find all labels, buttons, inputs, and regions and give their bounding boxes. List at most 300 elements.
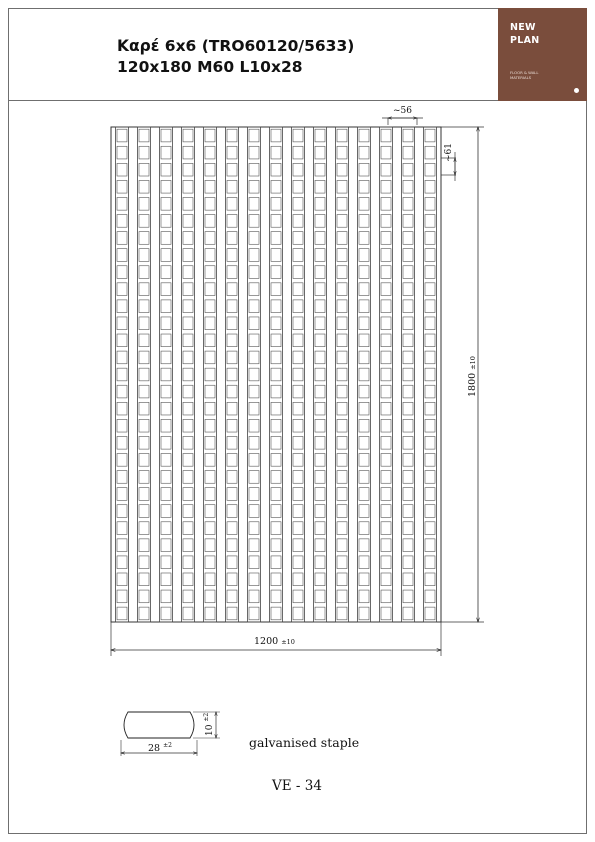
mesh-cell — [337, 454, 347, 467]
mesh-cell — [249, 505, 259, 518]
mesh-column — [226, 127, 239, 622]
mesh-cell — [139, 419, 149, 432]
mesh-cell — [183, 300, 193, 313]
mesh-cell — [117, 471, 127, 484]
mesh-cell — [183, 488, 193, 501]
mesh-cell — [293, 454, 303, 467]
mesh-cell — [337, 419, 347, 432]
mesh-cell — [381, 454, 391, 467]
mesh-cell — [293, 163, 303, 176]
mesh-cell — [315, 351, 325, 364]
mesh-cell — [249, 215, 259, 228]
mesh-cell — [425, 402, 435, 415]
mesh-cell — [359, 334, 369, 347]
mesh-cell — [403, 317, 413, 330]
mesh-cell — [183, 590, 193, 603]
mesh-cell — [293, 215, 303, 228]
overall-width-label — [254, 636, 295, 647]
mesh-cell — [271, 590, 281, 603]
mesh-cell — [227, 402, 237, 415]
mesh-cell — [183, 522, 193, 535]
mesh-cell — [359, 266, 369, 279]
mesh-cell — [117, 300, 127, 313]
mesh-cell — [403, 334, 413, 347]
mesh-cell — [205, 471, 215, 484]
mesh-cell — [381, 249, 391, 262]
mesh-cell — [403, 471, 413, 484]
mesh-cell — [403, 454, 413, 467]
mesh-cell — [381, 436, 391, 449]
mesh-cell — [337, 351, 347, 364]
mesh-cell — [271, 351, 281, 364]
mesh-cell — [161, 351, 171, 364]
mesh-cell — [315, 607, 325, 620]
mesh-cell — [249, 556, 259, 569]
mesh-cell — [117, 402, 127, 415]
mesh-cell — [425, 488, 435, 501]
mesh-cell — [227, 146, 237, 159]
mesh-cell — [249, 573, 259, 586]
mesh-cell — [227, 249, 237, 262]
mesh-cell — [161, 590, 171, 603]
mesh-cell — [315, 471, 325, 484]
mesh-cell — [271, 368, 281, 381]
mesh-column — [358, 127, 371, 622]
mesh-cell — [337, 522, 347, 535]
mesh-cell — [227, 334, 237, 347]
mesh-cell — [271, 266, 281, 279]
mesh-cell — [249, 454, 259, 467]
mesh-cell — [271, 488, 281, 501]
mesh-cell — [359, 471, 369, 484]
mesh-outline — [111, 127, 441, 622]
mesh-cell — [161, 283, 171, 296]
overall-height-value: 1800 — [467, 372, 478, 397]
mesh-cell — [315, 215, 325, 228]
mesh-cell — [337, 488, 347, 501]
mesh-cell — [183, 129, 193, 142]
mesh-cell — [205, 146, 215, 159]
title-line-1: Καρέ 6x6 (TRO60120/5633) — [117, 37, 355, 55]
mesh-cell — [205, 522, 215, 535]
mesh-cell — [161, 163, 171, 176]
mesh-cell — [293, 573, 303, 586]
mesh-cell — [117, 197, 127, 210]
mesh-cell — [227, 419, 237, 432]
mesh-cell — [271, 607, 281, 620]
mesh-cell — [271, 317, 281, 330]
mesh-cell — [249, 334, 259, 347]
mesh-cell — [139, 505, 149, 518]
mesh-cell — [205, 232, 215, 245]
mesh-cell — [293, 283, 303, 296]
mesh-cell — [425, 249, 435, 262]
mesh-cell — [425, 590, 435, 603]
mesh-cell — [403, 163, 413, 176]
mesh-cell — [381, 300, 391, 313]
mesh-cell — [249, 488, 259, 501]
mesh-cell — [425, 180, 435, 193]
mesh-cell — [183, 334, 193, 347]
mesh-cell — [359, 607, 369, 620]
mesh-cell — [249, 385, 259, 398]
mesh-cell — [205, 590, 215, 603]
mesh-cell — [249, 351, 259, 364]
mesh-cell — [271, 385, 281, 398]
mesh-cell — [139, 215, 149, 228]
mesh-cell — [271, 471, 281, 484]
mesh-cell — [271, 522, 281, 535]
mesh-cell — [205, 505, 215, 518]
mesh-column — [424, 127, 437, 622]
mesh-cell — [161, 471, 171, 484]
mesh-cell — [117, 556, 127, 569]
mesh-cell — [139, 607, 149, 620]
mesh-cell — [315, 180, 325, 193]
mesh-cell — [161, 368, 171, 381]
mesh-cell — [315, 385, 325, 398]
mesh-cell — [205, 402, 215, 415]
mesh-cell — [227, 197, 237, 210]
mesh-cell — [381, 522, 391, 535]
mesh-cell — [293, 419, 303, 432]
mesh-cell — [161, 385, 171, 398]
mesh-cell — [117, 419, 127, 432]
overall-height-label — [467, 356, 478, 397]
mesh-cell — [271, 180, 281, 193]
mesh-cell — [293, 436, 303, 449]
mesh-cell — [227, 436, 237, 449]
title-line-2: 120x180 M60 L10x28 — [117, 58, 303, 76]
mesh-cell — [337, 129, 347, 142]
mesh-cell — [337, 249, 347, 262]
mesh-cell — [117, 266, 127, 279]
mesh-cell — [183, 573, 193, 586]
mesh-cell — [359, 522, 369, 535]
mesh-cell — [227, 351, 237, 364]
mesh-cell — [381, 419, 391, 432]
mesh-cell — [139, 146, 149, 159]
mesh-cell — [381, 488, 391, 501]
mesh-cell — [425, 385, 435, 398]
overall-height-tolerance: ±10 — [469, 356, 477, 370]
mesh-cell — [293, 539, 303, 552]
mesh-cell — [139, 266, 149, 279]
mesh-cell — [359, 129, 369, 142]
mesh-cell — [359, 215, 369, 228]
mesh-cell — [117, 180, 127, 193]
mesh-cell — [359, 402, 369, 415]
mesh-cell — [381, 317, 391, 330]
mesh-column — [270, 127, 283, 622]
mesh-cell — [315, 522, 325, 535]
mesh-cell — [227, 317, 237, 330]
mesh-cell — [161, 402, 171, 415]
mesh-cell — [403, 436, 413, 449]
mesh-cell — [205, 129, 215, 142]
mesh-cell — [117, 163, 127, 176]
mesh-cell — [183, 539, 193, 552]
mesh-cell — [139, 368, 149, 381]
mesh-cell — [117, 317, 127, 330]
mesh-cell — [337, 146, 347, 159]
mesh-column — [204, 127, 217, 622]
mesh-cell — [161, 300, 171, 313]
mesh-cell — [381, 556, 391, 569]
mesh-cell — [205, 368, 215, 381]
mesh-cell — [161, 556, 171, 569]
mesh-cell — [117, 505, 127, 518]
mesh-cell — [183, 283, 193, 296]
cell-width-dimension — [382, 118, 423, 125]
staple-height-value: 10 — [205, 724, 215, 736]
mesh-cell — [359, 419, 369, 432]
mesh-cell — [425, 163, 435, 176]
mesh-cell — [139, 522, 149, 535]
mesh-cell — [381, 351, 391, 364]
mesh-cell — [315, 488, 325, 501]
mesh-cell — [315, 129, 325, 142]
logo-text-new: NEW — [510, 22, 536, 33]
mesh-cell — [117, 385, 127, 398]
mesh-cell — [227, 129, 237, 142]
mesh-cell — [117, 607, 127, 620]
mesh-cell — [183, 232, 193, 245]
staple-outline — [124, 712, 194, 738]
staple-length-value: 28 — [148, 743, 161, 755]
mesh-cell — [183, 402, 193, 415]
mesh-cell — [315, 197, 325, 210]
mesh-cell — [337, 232, 347, 245]
mesh-cell — [425, 436, 435, 449]
mesh-cell — [139, 249, 149, 262]
mesh-cell — [403, 300, 413, 313]
mesh-cell — [139, 402, 149, 415]
mesh-cell — [117, 488, 127, 501]
mesh-cell — [425, 419, 435, 432]
mesh-cell — [381, 146, 391, 159]
mesh-cell — [359, 300, 369, 313]
mesh-cell — [161, 197, 171, 210]
mesh-cell — [227, 232, 237, 245]
mesh-cell — [183, 419, 193, 432]
staple-height-tolerance: ±2 — [203, 712, 210, 722]
mesh-cell — [227, 368, 237, 381]
mesh-column — [160, 127, 173, 622]
mesh-cell — [315, 232, 325, 245]
mesh-cell — [227, 300, 237, 313]
mesh-cell — [315, 505, 325, 518]
mesh-cell — [161, 454, 171, 467]
mesh-cell — [227, 505, 237, 518]
mesh-cell — [337, 505, 347, 518]
mesh-cell — [249, 180, 259, 193]
mesh-cell — [271, 129, 281, 142]
mesh-cell — [337, 607, 347, 620]
mesh-cell — [205, 436, 215, 449]
mesh-cell — [183, 351, 193, 364]
mesh-cell — [205, 419, 215, 432]
cell-width-label: ~56 — [393, 106, 412, 116]
mesh-cell — [205, 249, 215, 262]
mesh-cell — [403, 351, 413, 364]
mesh-cell — [403, 556, 413, 569]
mesh-cell — [161, 573, 171, 586]
mesh-cell — [359, 385, 369, 398]
mesh-cell — [381, 232, 391, 245]
mesh-cells — [117, 129, 435, 620]
mesh-cell — [271, 249, 281, 262]
mesh-cell — [337, 215, 347, 228]
mesh-cell — [183, 471, 193, 484]
mesh-cell — [205, 215, 215, 228]
mesh-cell — [293, 334, 303, 347]
mesh-cell — [227, 215, 237, 228]
mesh-cell — [359, 283, 369, 296]
mesh-cell — [403, 368, 413, 381]
mesh-cell — [425, 522, 435, 535]
mesh-cell — [381, 129, 391, 142]
mesh-cell — [249, 317, 259, 330]
mesh-cell — [205, 573, 215, 586]
mesh-cell — [359, 488, 369, 501]
mesh-column — [138, 127, 151, 622]
mesh-cell — [227, 556, 237, 569]
mesh-cell — [117, 232, 127, 245]
mesh-cell — [271, 334, 281, 347]
mesh-cell — [117, 249, 127, 262]
mesh-cell — [381, 197, 391, 210]
mesh-cell — [381, 505, 391, 518]
mesh-cell — [183, 266, 193, 279]
cell-height-label: ~61 — [444, 143, 454, 162]
mesh-cell — [403, 590, 413, 603]
mesh-cell — [161, 180, 171, 193]
mesh-cell — [205, 317, 215, 330]
mesh-cell — [425, 607, 435, 620]
mesh-cell — [381, 368, 391, 381]
mesh-cell — [403, 539, 413, 552]
mesh-cell — [359, 454, 369, 467]
mesh-cell — [139, 351, 149, 364]
mesh-cell — [161, 232, 171, 245]
mesh-cell — [271, 454, 281, 467]
mesh-cell — [315, 573, 325, 586]
mesh-cell — [403, 129, 413, 142]
mesh-cell — [425, 215, 435, 228]
mesh-cell — [183, 317, 193, 330]
mesh-cell — [227, 488, 237, 501]
mesh-cell — [337, 334, 347, 347]
mesh-cell — [139, 180, 149, 193]
mesh-cell — [359, 590, 369, 603]
mesh-cell — [117, 351, 127, 364]
mesh-cell — [139, 454, 149, 467]
mesh-cell — [249, 590, 259, 603]
mesh-cell — [359, 556, 369, 569]
mesh-cell — [227, 590, 237, 603]
mesh-cell — [227, 454, 237, 467]
mesh-cell — [161, 215, 171, 228]
mesh-cell — [161, 419, 171, 432]
mesh-cell — [293, 556, 303, 569]
mesh-cell — [249, 163, 259, 176]
mesh-cell — [139, 300, 149, 313]
mesh-cell — [161, 505, 171, 518]
mesh-cell — [249, 146, 259, 159]
mesh-columns — [116, 127, 437, 622]
mesh-cell — [293, 129, 303, 142]
mesh-cell — [403, 385, 413, 398]
mesh-cell — [161, 522, 171, 535]
mesh-cell — [117, 334, 127, 347]
mesh-cell — [315, 317, 325, 330]
mesh-cell — [139, 471, 149, 484]
mesh-cell — [139, 556, 149, 569]
mesh-cell — [359, 351, 369, 364]
mesh-cell — [293, 317, 303, 330]
logo-text-plan: PLAN — [510, 35, 540, 46]
mesh-cell — [117, 590, 127, 603]
mesh-cell — [205, 539, 215, 552]
mesh-cell — [337, 180, 347, 193]
mesh-cell — [381, 573, 391, 586]
mesh-cell — [205, 266, 215, 279]
mesh-cell — [227, 539, 237, 552]
mesh-cell — [249, 539, 259, 552]
mesh-cell — [271, 197, 281, 210]
mesh-cell — [183, 368, 193, 381]
mesh-cell — [249, 232, 259, 245]
mesh-cell — [315, 368, 325, 381]
mesh-cell — [337, 368, 347, 381]
mesh-cell — [315, 249, 325, 262]
mesh-cell — [381, 266, 391, 279]
mesh-cell — [271, 283, 281, 296]
mesh-cell — [249, 471, 259, 484]
mesh-cell — [315, 419, 325, 432]
mesh-cell — [425, 539, 435, 552]
mesh-cell — [403, 180, 413, 193]
mesh-cell — [271, 556, 281, 569]
mesh-cell — [381, 402, 391, 415]
overall-width-tolerance: ±10 — [281, 638, 295, 646]
mesh-cell — [249, 249, 259, 262]
mesh-cell — [117, 215, 127, 228]
mesh-cell — [337, 163, 347, 176]
mesh-cell — [359, 436, 369, 449]
mesh-cell — [425, 454, 435, 467]
mesh-cell — [139, 385, 149, 398]
mesh-column — [402, 127, 415, 622]
mesh-cell — [117, 129, 127, 142]
mesh-cell — [359, 197, 369, 210]
mesh-cell — [271, 436, 281, 449]
mesh-cell — [271, 300, 281, 313]
mesh-cell — [271, 402, 281, 415]
mesh-column — [182, 127, 195, 622]
mesh-cell — [359, 146, 369, 159]
mesh-cell — [205, 197, 215, 210]
mesh-cell — [227, 607, 237, 620]
mesh-cell — [315, 402, 325, 415]
mesh-cell — [161, 436, 171, 449]
mesh-cell — [227, 266, 237, 279]
mesh-cell — [359, 368, 369, 381]
mesh-cell — [139, 488, 149, 501]
mesh-cell — [161, 334, 171, 347]
page-code: VE - 34 — [272, 778, 322, 794]
